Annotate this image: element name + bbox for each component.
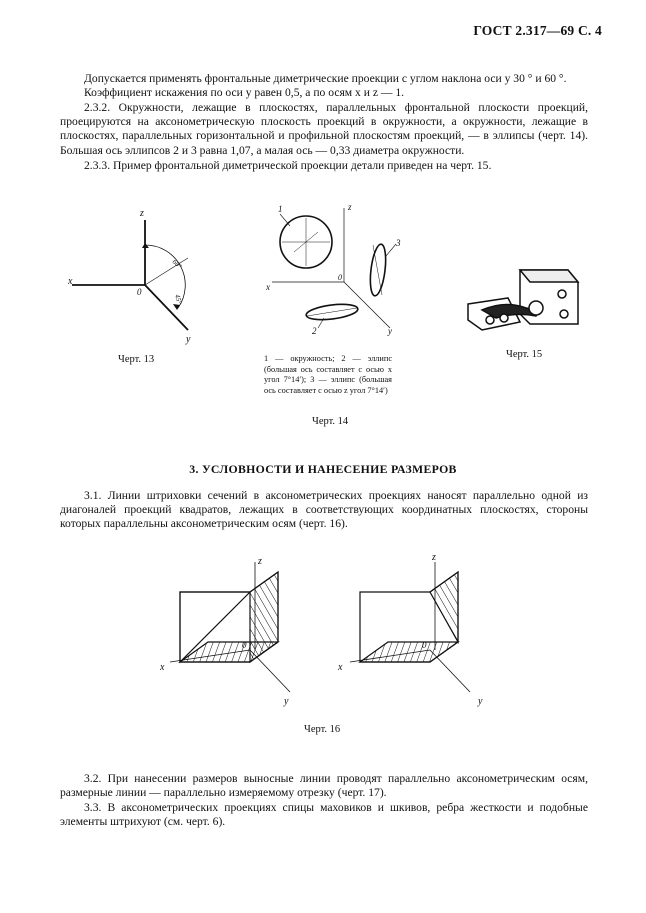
fig16-right-x-label: x [338,662,343,673]
fig13-angle-60: 60° [170,257,184,271]
paragraph-3-3: 3.3. В аксонометрических проекциях спицы маховиков и шкивов, ребра жесткости и подобные элементы штрихуют (см. черт. 6). [60,801,588,829]
figure-16-caption: Черт. 16 [304,724,341,735]
fig14-label-2: 2 [312,326,317,336]
fig16-left-y-label: y [284,696,289,707]
figure-14-legend: 1 — окружность; 2 — эллипс (большая ось составляет с осью x угол 7°14′); 3 — эллипс (большая ось составляет с осью z угол 7°14′) [264,354,392,395]
page-header: ГОСТ 2.317—69 С. 4 [473,23,602,38]
fig13-y-label: y [186,334,191,345]
figure-16-hatching [150,552,500,712]
fig13-x-label: x [68,276,73,287]
fig16-right-origin: 0 [422,640,427,650]
figure-14-ellipses [260,200,420,350]
fig14-label-3: 3 [396,238,401,248]
figure-15-caption: Черт. 15 [506,349,543,360]
fig13-z-label: z [140,208,144,219]
fig14-label-1: 1 [278,204,283,214]
section-title: 3. УСЛОВНОСТИ И НАНЕСЕНИЕ РАЗМЕРОВ [189,462,457,476]
fig16-left-z-label: z [258,556,262,567]
paragraph-3-1: 3.1. Линии штриховки сечений в аксонометрических проекциях наносят параллельно одной из диагоналей проекций квадратов, лежащих в соответствующих координатных плоскостях, стороны которых параллельны аксонометрическим осям (черт. 16). [60,489,588,531]
paragraph-coefficient: Коэффициент искажения по оси y равен 0,5, а по осям x и z — 1. [84,86,405,99]
fig14-z-label: z [348,202,352,212]
paragraph-axis-angle: Допускается применять фронтальные диметрические проекции с углом наклона оси y 30 ° и 60 °. [84,72,567,85]
fig16-left-x-label: x [160,662,165,673]
figure-13-caption: Черт. 13 [118,354,155,365]
fig13-angle-45: 45° [173,293,184,305]
fig16-right-z-label: z [432,552,436,563]
paragraph-2-3-2: 2.3.2. Окружности, лежащие в плоскостях, параллельных фронтальной плоскости проекций, проецируются на аксонометрическую плоскость проекций в окружности, а окружности, лежащие в плоскостях, параллельных горизонтальной и профильной плоскостям проекций, — в эллипсы (черт. 14). Большая ось эллипсов 2 и 3 равна 1,07, а малая ось — 0,33 диаметра окружности. [60,101,588,157]
fig14-x-label: x [266,282,270,292]
figure-13-axes [60,200,210,350]
fig14-origin-label: 0 [338,273,342,282]
fig13-origin-label: 0 [137,287,142,297]
fig14-y-label: y [388,326,392,336]
paragraph-2-3-3: 2.3.3. Пример фронтальной диметрической проекции детали приведен на черт. 15. [84,159,492,172]
figure-14-caption: Черт. 14 [312,416,349,427]
figure-15-part [460,262,590,342]
fig16-left-origin: 0 [242,640,247,650]
fig16-right-y-label: y [478,696,483,707]
paragraph-3-2: 3.2. При нанесении размеров выносные линии проводят параллельно аксонометрическим осям, размерные линии — параллельно измеряемому отрезку (черт. 17). [60,772,588,800]
